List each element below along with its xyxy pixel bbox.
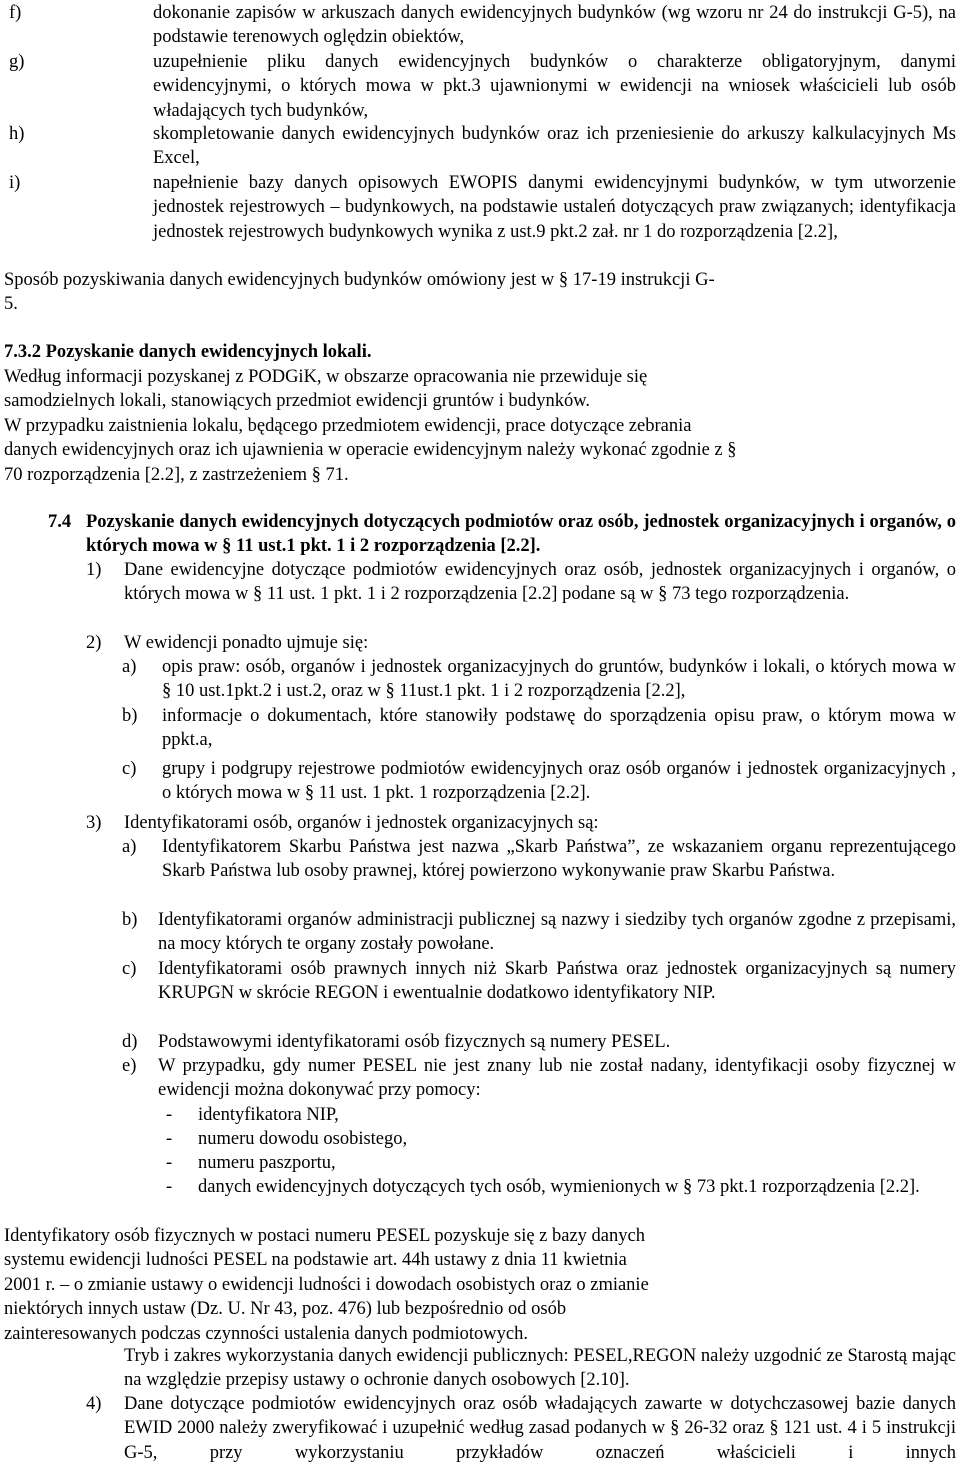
list-label: a) [122, 837, 137, 857]
list-label: 1) [86, 560, 102, 580]
section-heading-7-3-2 [4, 340, 904, 364]
list-text: W przypadku, gdy numer PESEL nie jest znany lub nie został nadany, identyfikacji osoby fizycznej w ewidencji można dokonywać przy pomocy: [158, 1056, 956, 1101]
list-text: dokonanie zapisów w arkuszach danych ewidencyjnych budynków (wg wzoru nr 24 do instrukcji G-5), na podstawie terenowych oględzin obiektów, [153, 3, 956, 48]
list-item-3d [122, 1030, 956, 1054]
list-text: opis praw: osób, organów i jednostek organizacyjnych do gruntów, budynków i lokali, o których mowa w § 10 ust.1pkt.2 i ust.2, oraz w § 11ust.1 pkt. 1 i 2 rozporządzenia [2.2], [162, 657, 956, 702]
dash-item-nip [166, 1103, 956, 1127]
list-label: f) [9, 3, 22, 23]
list-text: uzupełnienie pliku danych ewidencyjnych budynków o charakterze obligatoryjnym, danymi ewidencyjnymi, o których mowa w pkt.3 ujawnionymi w ewidencji na wniosek właścicieli lub osób władających tych budynków, [153, 52, 956, 121]
list-label: c) [122, 759, 137, 779]
list-label: e) [122, 1056, 137, 1076]
list-label: 4) [86, 1394, 102, 1414]
list-item-3a [122, 835, 956, 884]
section-heading-7-4 [48, 510, 956, 559]
dash-text: numeru dowodu osobistego, [198, 1129, 408, 1149]
section-number: 7.4 [48, 512, 72, 532]
list-item-1 [86, 558, 956, 607]
list-label: 2) [86, 633, 102, 653]
list-text: skompletowanie danych ewidencyjnych budynków oraz ich przeniesienie do arkuszy kalkulacyjnych Ms Excel, [153, 124, 956, 169]
section-7-3-2-paragraph-2 [4, 414, 744, 487]
scope-text: Tryb i zakres wykorzystania danych ewidencji publicznych: PESEL,REGON należy uzgodnić ze Starostą mając na względzie przepisy ustawy o ochronie danych osobowych [2.10]. [124, 1346, 956, 1391]
list-label: g) [9, 52, 25, 72]
list-item-3c [122, 957, 956, 1006]
list-label: c) [122, 959, 137, 979]
list-text: Identyfikatorami organów administracji publicznej są nazwy i siedziby tych organów zgodne z przepisami, na mocy których te organy zostały powołane. [158, 910, 956, 955]
pesel-line-2: systemu ewidencji ludności PESEL na podstawie art. 44h ustawy z dnia 11 kwietnia [4, 1250, 627, 1271]
list-item-f [9, 1, 956, 50]
list-item-2c [122, 757, 956, 806]
list-item-2b [122, 704, 956, 753]
list-item-h [9, 122, 956, 171]
list-text: W ewidencji ponadto ujmuje się: [124, 633, 369, 653]
list-text: Podstawowymi identyfikatorami osób fizycznych są numery PESEL. [158, 1032, 671, 1052]
pesel-line-3: 2001 r. – o zmianie ustawy o ewidencji ludności i dowodach osobistych oraz o zmianie [4, 1274, 649, 1295]
section-heading-text: 7.3.2 Pozyskanie danych ewidencyjnych lokali. [4, 342, 372, 362]
list-item-3b [122, 908, 956, 957]
list-text: Dane dotyczące podmiotów ewidencyjnych oraz osób władających zawarte w dotychczasowej bazie danych EWID 2000 należy zweryfikować i uzupełnić według zasad podanych w § 26-32 oraz § 121 ust. 4 i 5 instrukcji G-5, przy wykorzystaniu przykładów oznaczeń właścicieli i innych [124, 1394, 956, 1463]
dash-text: numeru paszportu, [198, 1153, 336, 1173]
list-label: b) [122, 706, 138, 726]
dash-text: danych ewidencyjnych dotyczących tych osób, wymienionych w § 73 pkt.1 rozporządzenia [2.2]. [198, 1177, 920, 1197]
list-label: a) [122, 657, 137, 677]
dash-text: identyfikatora NIP, [198, 1105, 339, 1125]
dash-marker: - [166, 1129, 173, 1149]
list-item-2 [86, 631, 956, 655]
pesel-paragraph [4, 1224, 744, 1346]
method-text: Sposób pozyskiwania danych ewidencyjnych budynków omówiony jest w § 17-19 instrukcji G-5. [4, 270, 715, 315]
list-label: i) [9, 173, 21, 193]
dash-item-personal-data [166, 1175, 956, 1199]
paragraph-text: W przypadku zaistnienia lokalu, będącego przedmiotem ewidencji, prace dotyczące zebrania danych ewidencyjnych oraz ich ujawnienia w operacie ewidencyjnym należy wykonać zgodnie z § 70 rozporządzenia [2.2], z zastrzeżeniem § 71. [4, 416, 737, 485]
list-label: h) [9, 124, 25, 144]
list-text: Dane ewidencyjne dotyczące podmiotów ewidencyjnych oraz osób, jednostek organizacyjnych i organów, o których mowa w § 11 ust. 1 pkt. 1 i 2 rozporządzenia [2.2] podane są w § 73 tego rozporządzenia. [124, 560, 956, 605]
list-text: Identyfikatorem Skarbu Państwa jest nazwa „Skarb Państwa”, ze wskazaniem organu reprezentującego Skarb Państwa lub osoby prawnej, której powierzono wykonywanie praw Skarbu Państwa. [162, 837, 956, 882]
list-text: napełnienie bazy danych opisowych EWOPIS danymi ewidencyjnymi budynków, w tym utworzenie jednostek rejestrowych – budynkowych, na podstawie ustaleń dotyczących praw związanych; identyfikacja jednostek rejestrowych budynkowych wynika z ust.9 pkt.2 zał. nr 1 do rozporządzenia [2.2], [153, 173, 956, 242]
list-text: Identyfikatorami osób, organów i jednostek organizacyjnych są: [124, 813, 599, 833]
list-item-3e [122, 1054, 956, 1103]
list-label: d) [122, 1032, 138, 1052]
list-text: informacje o dokumentach, które stanowiły podstawę do sporządzenia opisu praw, o którym mowa w ppkt.a, [162, 706, 956, 751]
list-text: grupy i podgrupy rejestrowe podmiotów ewidencyjnych oraz osób organów i jednostek organizacyjnych , o których mowa w § 11 ust. 1 pkt. 1 rozporządzenia [2.2]. [162, 759, 956, 804]
pesel-line-4: niektórych innych ustaw (Dz. U. Nr 43, poz. 476) lub bezpośrednio od osób [4, 1299, 567, 1320]
dash-item-passport [166, 1151, 956, 1175]
list-label: 3) [86, 813, 102, 833]
list-item-i [9, 171, 956, 244]
list-item-3 [86, 811, 956, 835]
list-item-g [9, 50, 956, 123]
method-paragraph [4, 268, 724, 317]
pesel-line-1: Identyfikatory osób fizycznych w postaci numeru PESEL pozyskuje się z bazy danych [4, 1226, 645, 1246]
dash-marker: - [166, 1153, 173, 1173]
dash-marker: - [166, 1177, 173, 1197]
dash-item-id-card [166, 1127, 956, 1151]
dash-marker: - [166, 1105, 173, 1125]
list-item-2a [122, 655, 956, 704]
scope-paragraph [124, 1344, 956, 1393]
list-text: Identyfikatorami osób prawnych innych niż Skarb Państwa oraz jednostek organizacyjnych są numery KRUPGN w skrócie REGON i ewentualnie dodatkowo identyfikatory NIP. [158, 959, 956, 1004]
list-label: b) [122, 910, 138, 930]
list-item-4 [86, 1392, 956, 1465]
pesel-line-5: zainteresowanych podczas czynności ustalenia danych podmiotowych. [4, 1323, 528, 1344]
paragraph-text: Według informacji pozyskanej z PODGiK, w obszarze opracowania nie przewiduje się samodzielnych lokali, stanowiących przedmiot ewidencji gruntów i budynków. [4, 367, 648, 412]
section-7-3-2-paragraph-1 [4, 365, 744, 414]
section-heading-text: Pozyskanie danych ewidencyjnych dotyczących podmiotów oraz osób, jednostek organizacyjnych i organów, o których mowa w § 11 ust.1 pkt. 1 i 2 rozporządzenia [2.2]. [86, 512, 956, 557]
